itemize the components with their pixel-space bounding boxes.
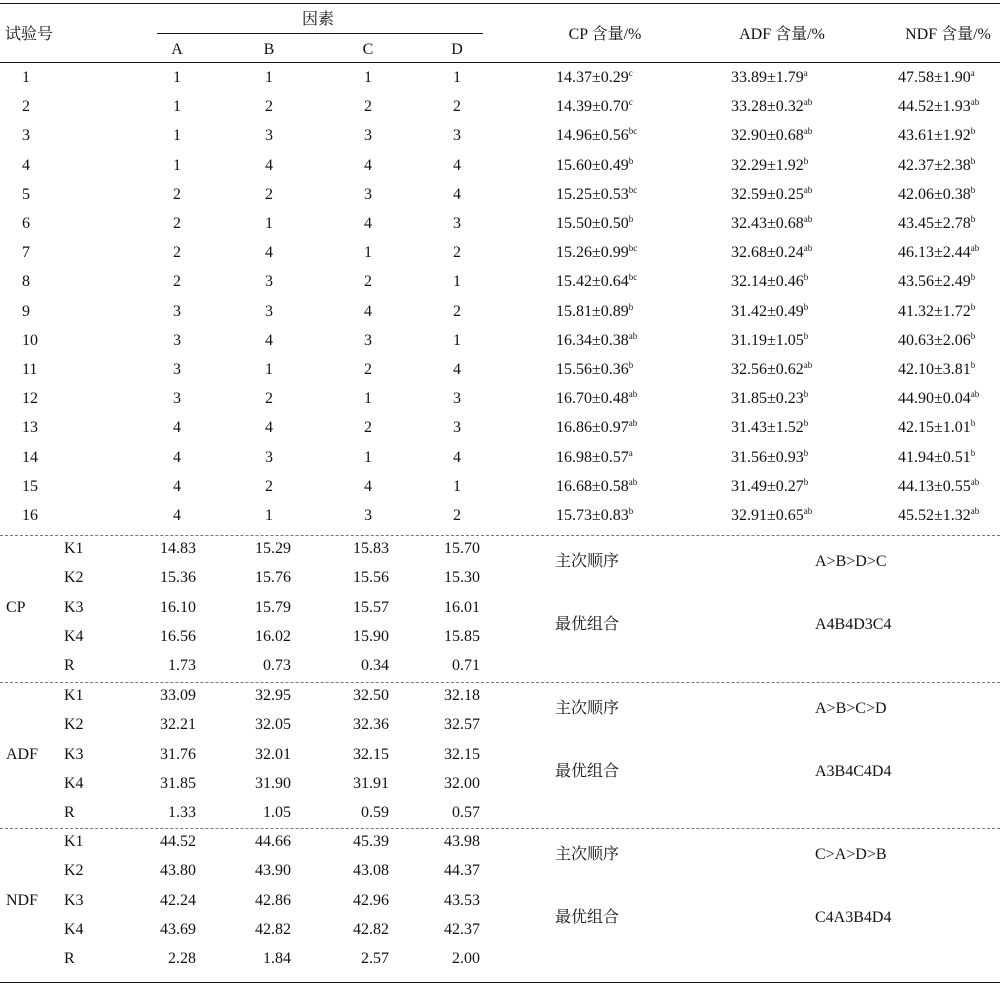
adf-value: 33.89±1.79$^a$ bbox=[731, 68, 808, 86]
significance-letter: b bbox=[803, 272, 809, 283]
stat-name: K3 bbox=[64, 891, 84, 909]
stat-value: 15.36 bbox=[160, 569, 196, 587]
factor-header-a: A bbox=[171, 41, 183, 58]
factor-level: 3 bbox=[453, 390, 461, 408]
order-value: A>B>C>D bbox=[815, 700, 887, 717]
factor-level: 3 bbox=[173, 390, 181, 408]
stat-value: 32.95 bbox=[255, 687, 291, 704]
cp-value: 14.37±0.29$^c$ bbox=[556, 68, 633, 86]
cp-value: 14.39±0.70$^c$ bbox=[556, 97, 633, 116]
stat-value: 1.73 bbox=[168, 657, 196, 675]
cp-value: 16.68±0.58$^{ab}$ bbox=[556, 476, 638, 495]
stat-value: 33.09 bbox=[160, 687, 196, 704]
stat-value: 31.91 bbox=[353, 774, 389, 792]
ndf-value: 43.45±2.78$^b$ bbox=[898, 214, 976, 232]
trial-number: 6 bbox=[22, 215, 30, 232]
section-label: CP bbox=[6, 598, 26, 616]
factor-group-rule bbox=[157, 33, 483, 34]
factor-level: 2 bbox=[265, 477, 273, 495]
significance-letter: b bbox=[628, 506, 634, 516]
factor-level: 2 bbox=[265, 98, 273, 116]
stat-value: 43.53 bbox=[444, 891, 480, 909]
order-value: A>B>D>C bbox=[815, 553, 887, 570]
stat-value: 0.59 bbox=[361, 804, 389, 822]
stat-value: 43.69 bbox=[160, 920, 196, 938]
trial-no-header: 试验号 bbox=[5, 26, 54, 43]
factor-level: 1 bbox=[364, 244, 372, 262]
stat-value: 32.15 bbox=[444, 745, 480, 763]
factor-level: 1 bbox=[364, 390, 372, 408]
stat-name: K3 bbox=[64, 745, 84, 763]
stat-value: 42.24 bbox=[160, 891, 196, 909]
optimal-value: A3B4C4D4 bbox=[815, 763, 892, 780]
factor-level: 2 bbox=[364, 419, 372, 437]
ndf-value: 44.13±0.55$^{ab}$ bbox=[898, 476, 980, 495]
factor-level: 4 bbox=[453, 448, 461, 466]
ndf-value: 40.63±2.06$^b$ bbox=[898, 330, 976, 349]
significance-letter: ab bbox=[803, 184, 813, 195]
stat-value: 43.98 bbox=[444, 833, 480, 850]
cp-value: 14.96±0.56$^{bc}$ bbox=[556, 126, 638, 145]
significance-letter: b bbox=[803, 301, 809, 312]
factor-level: 1 bbox=[364, 448, 372, 466]
significance-letter: b bbox=[970, 301, 976, 312]
factor-level: 2 bbox=[173, 185, 181, 203]
significance-letter: b bbox=[970, 272, 976, 283]
order-value: C>A>D>B bbox=[815, 846, 887, 863]
factor-level: 1 bbox=[173, 98, 181, 116]
ndf-value: 46.13±2.44$^{ab}$ bbox=[898, 243, 980, 262]
cp-value: 16.34±0.38$^{ab}$ bbox=[556, 330, 638, 349]
factor-level: 1 bbox=[364, 69, 372, 86]
factor-level: 4 bbox=[265, 156, 273, 174]
cp-value: 15.26±0.99$^{bc}$ bbox=[556, 243, 638, 262]
stat-value: 1.84 bbox=[263, 950, 291, 968]
ndf-value: 44.52±1.93$^{ab}$ bbox=[898, 97, 980, 116]
stat-value: 32.36 bbox=[353, 716, 389, 734]
stat-value: 15.70 bbox=[444, 540, 480, 557]
adf-value: 32.29±1.92$^b$ bbox=[731, 155, 809, 174]
cp-value: 15.60±0.49$^b$ bbox=[556, 155, 634, 174]
cp-value: 16.98±0.57$^a$ bbox=[556, 447, 633, 466]
stat-value: 16.01 bbox=[444, 598, 480, 616]
stat-value: 32.18 bbox=[444, 687, 480, 704]
factor-level: 4 bbox=[364, 215, 372, 232]
section-divider-cp bbox=[0, 535, 1000, 536]
significance-letter: ab bbox=[970, 506, 980, 516]
factor-level: 4 bbox=[265, 419, 273, 437]
adf-value: 31.19±1.05$^b$ bbox=[731, 330, 809, 349]
stat-name: R bbox=[64, 950, 75, 968]
trial-number: 13 bbox=[22, 419, 38, 437]
stat-value: 42.96 bbox=[353, 891, 389, 909]
factor-level: 3 bbox=[265, 127, 273, 145]
header-bottom-rule bbox=[0, 62, 1000, 63]
significance-letter: bc bbox=[628, 126, 638, 137]
significance-letter: b bbox=[970, 155, 976, 166]
adf-value: 31.43±1.52$^b$ bbox=[731, 418, 809, 437]
section-divider-adf bbox=[0, 682, 1000, 683]
stat-value: 14.83 bbox=[160, 540, 196, 557]
factor-level: 2 bbox=[173, 244, 181, 262]
ndf-value: 43.61±1.92$^b$ bbox=[898, 126, 976, 145]
factor-level: 3 bbox=[453, 215, 461, 232]
ndf-value: 42.10±3.81$^b$ bbox=[898, 360, 976, 378]
significance-letter: b bbox=[803, 330, 809, 341]
adf-value: 31.56±0.93$^b$ bbox=[731, 447, 809, 466]
stat-value: 15.29 bbox=[255, 540, 291, 557]
significance-letter: b bbox=[970, 184, 976, 195]
factor-level: 1 bbox=[453, 69, 461, 86]
factor-level: 2 bbox=[265, 390, 273, 408]
trial-number: 2 bbox=[22, 98, 30, 116]
stat-value: 32.15 bbox=[353, 745, 389, 763]
trial-number: 9 bbox=[22, 302, 30, 320]
factor-level: 3 bbox=[364, 185, 372, 203]
cp-value: 15.73±0.83$^b$ bbox=[556, 506, 634, 524]
cp-value: 15.25±0.53$^{bc}$ bbox=[556, 184, 638, 203]
significance-letter: bc bbox=[628, 243, 638, 254]
significance-letter: ab bbox=[628, 418, 638, 429]
factor-level: 3 bbox=[265, 273, 273, 291]
stat-name: K4 bbox=[64, 920, 84, 938]
ndf-value: 43.56±2.49$^b$ bbox=[898, 272, 976, 291]
stat-value: 2.00 bbox=[452, 950, 480, 968]
adf-value: 32.90±0.68$^{ab}$ bbox=[731, 126, 813, 145]
stat-name: K1 bbox=[64, 687, 84, 704]
factor-level: 4 bbox=[364, 156, 372, 174]
factor-level: 1 bbox=[453, 331, 461, 349]
significance-letter: b bbox=[970, 126, 976, 137]
significance-letter: ab bbox=[628, 389, 638, 400]
stat-name: K1 bbox=[64, 540, 84, 557]
factor-level: 3 bbox=[364, 507, 372, 524]
factor-level: 2 bbox=[453, 302, 461, 320]
cp-value: 16.70±0.48$^{ab}$ bbox=[556, 389, 638, 408]
factor-level: 2 bbox=[453, 507, 461, 524]
stat-name: K3 bbox=[64, 598, 84, 616]
factor-level: 3 bbox=[453, 127, 461, 145]
significance-letter: b bbox=[970, 360, 976, 370]
optimal-label: 最优组合 bbox=[555, 763, 620, 780]
stat-value: 31.76 bbox=[160, 745, 196, 763]
significance-letter: bc bbox=[628, 184, 638, 195]
significance-letter: ab bbox=[803, 126, 813, 137]
stat-value: 31.85 bbox=[160, 774, 196, 792]
factor-level: 1 bbox=[265, 507, 273, 524]
significance-letter: b bbox=[970, 418, 976, 429]
adf-value: 31.49±0.27$^b$ bbox=[731, 476, 809, 495]
stat-value: 15.83 bbox=[353, 540, 389, 557]
significance-letter: a bbox=[803, 68, 808, 78]
factor-level: 2 bbox=[364, 361, 372, 378]
factor-level: 2 bbox=[265, 185, 273, 203]
stat-value: 42.82 bbox=[255, 920, 291, 938]
trial-number: 1 bbox=[22, 69, 30, 86]
factor-level: 1 bbox=[173, 127, 181, 145]
adf-value: 32.59±0.25$^{ab}$ bbox=[731, 184, 813, 203]
factor-level: 1 bbox=[265, 361, 273, 378]
stat-value: 16.02 bbox=[255, 627, 291, 645]
stat-value: 32.00 bbox=[444, 774, 480, 792]
stat-value: 32.01 bbox=[255, 745, 291, 763]
factor-level: 2 bbox=[453, 98, 461, 116]
significance-letter: b bbox=[803, 155, 809, 166]
stat-value: 32.05 bbox=[255, 716, 291, 734]
significance-letter: c bbox=[628, 68, 633, 78]
significance-letter: bc bbox=[628, 272, 638, 283]
cp-value: 15.50±0.50$^b$ bbox=[556, 214, 634, 232]
factor-level: 3 bbox=[173, 331, 181, 349]
trial-number: 14 bbox=[22, 448, 38, 466]
stat-value: 15.79 bbox=[255, 598, 291, 616]
significance-letter: ab bbox=[628, 330, 638, 341]
stat-value: 42.86 bbox=[255, 891, 291, 909]
stat-value: 0.71 bbox=[452, 657, 480, 675]
factor-level: 4 bbox=[453, 361, 461, 378]
factor-header-b: B bbox=[263, 41, 275, 58]
section-label: NDF bbox=[6, 891, 39, 909]
stat-value: 15.85 bbox=[444, 627, 480, 645]
factor-level: 1 bbox=[173, 156, 181, 174]
significance-letter: ab bbox=[970, 97, 980, 108]
factor-level: 4 bbox=[453, 156, 461, 174]
stat-value: 31.90 bbox=[255, 774, 291, 792]
adf-value: 31.42±0.49$^b$ bbox=[731, 301, 809, 320]
significance-letter: b bbox=[803, 418, 809, 429]
factor-level: 2 bbox=[173, 215, 181, 232]
trial-number: 7 bbox=[22, 244, 30, 262]
adf-value: 32.14±0.46$^b$ bbox=[731, 272, 809, 291]
section-divider-ndf bbox=[0, 828, 1000, 829]
ndf-value: 41.94±0.51$^b$ bbox=[898, 447, 976, 466]
factor-level: 1 bbox=[265, 69, 273, 86]
significance-letter: a bbox=[970, 68, 975, 78]
section-label: ADF bbox=[6, 745, 39, 763]
factor-level: 4 bbox=[173, 448, 181, 466]
stat-value: 44.66 bbox=[255, 833, 291, 850]
order-label: 主次顺序 bbox=[555, 553, 620, 570]
factor-level: 3 bbox=[265, 302, 273, 320]
order-label: 主次顺序 bbox=[555, 846, 620, 863]
factor-level: 3 bbox=[265, 448, 273, 466]
optimal-value: C4A3B4D4 bbox=[815, 909, 892, 926]
significance-letter: ab bbox=[970, 476, 980, 487]
stat-value: 44.37 bbox=[444, 862, 480, 880]
significance-letter: ab bbox=[803, 506, 813, 516]
factor-level: 4 bbox=[173, 507, 181, 524]
significance-letter: b bbox=[628, 360, 634, 370]
cp-header: CP 含量/% bbox=[568, 26, 642, 43]
factor-level: 1 bbox=[453, 273, 461, 291]
significance-letter: ab bbox=[803, 243, 813, 254]
factor-level: 1 bbox=[173, 69, 181, 86]
significance-letter: ab bbox=[803, 360, 813, 370]
stat-value: 2.28 bbox=[168, 950, 196, 968]
stat-value: 15.56 bbox=[353, 569, 389, 587]
significance-letter: a bbox=[628, 447, 633, 458]
table-top-rule bbox=[0, 3, 1000, 4]
adf-value: 31.85±0.23$^b$ bbox=[731, 389, 809, 408]
stat-name: R bbox=[64, 657, 75, 675]
factor-level: 1 bbox=[265, 215, 273, 232]
trial-number: 15 bbox=[22, 477, 38, 495]
stat-name: K4 bbox=[64, 627, 84, 645]
factor-level: 3 bbox=[364, 331, 372, 349]
trial-number: 16 bbox=[22, 507, 38, 524]
trial-number: 11 bbox=[22, 361, 38, 378]
stat-value: 15.90 bbox=[353, 627, 389, 645]
significance-letter: b bbox=[803, 447, 809, 458]
stat-name: R bbox=[64, 804, 75, 822]
stat-name: K2 bbox=[64, 716, 84, 734]
stat-value: 15.76 bbox=[255, 569, 291, 587]
factor-level: 3 bbox=[453, 419, 461, 437]
factor-level: 4 bbox=[364, 477, 372, 495]
optimal-value: A4B4D3C4 bbox=[815, 616, 892, 633]
stat-name: K1 bbox=[64, 833, 84, 850]
optimal-label: 最优组合 bbox=[555, 616, 620, 633]
significance-letter: b bbox=[970, 214, 976, 224]
adf-header: ADF 含量/% bbox=[739, 26, 825, 43]
stat-name: K2 bbox=[64, 569, 84, 587]
factor-level: 3 bbox=[364, 127, 372, 145]
significance-letter: b bbox=[628, 155, 634, 166]
cp-value: 15.42±0.64$^{bc}$ bbox=[556, 272, 638, 291]
stat-value: 32.57 bbox=[444, 716, 480, 734]
trial-number: 10 bbox=[22, 331, 38, 349]
significance-letter: b bbox=[970, 447, 976, 458]
stat-value: 1.33 bbox=[168, 804, 196, 822]
order-label: 主次顺序 bbox=[555, 700, 620, 717]
stat-value: 0.73 bbox=[263, 657, 291, 675]
stat-value: 0.57 bbox=[452, 804, 480, 822]
stat-value: 43.90 bbox=[255, 862, 291, 880]
stat-value: 0.34 bbox=[361, 657, 389, 675]
stat-value: 42.37 bbox=[444, 920, 480, 938]
stat-value: 2.57 bbox=[361, 950, 389, 968]
trial-number: 3 bbox=[22, 127, 30, 145]
significance-letter: ab bbox=[970, 389, 980, 400]
stat-value: 43.80 bbox=[160, 862, 196, 880]
stat-value: 32.21 bbox=[160, 716, 196, 734]
factor-level: 4 bbox=[364, 302, 372, 320]
stat-value: 42.82 bbox=[353, 920, 389, 938]
adf-value: 32.91±0.65$^{ab}$ bbox=[731, 506, 813, 524]
stat-value: 32.50 bbox=[353, 687, 389, 704]
stat-value: 1.05 bbox=[263, 804, 291, 822]
significance-letter: b bbox=[628, 214, 634, 224]
factor-level: 4 bbox=[265, 331, 273, 349]
factor-level: 2 bbox=[364, 98, 372, 116]
adf-value: 32.68±0.24$^{ab}$ bbox=[731, 243, 813, 262]
factor-level: 4 bbox=[453, 185, 461, 203]
significance-letter: b bbox=[970, 330, 976, 341]
ndf-value: 47.58±1.90$^a$ bbox=[898, 68, 975, 86]
trial-number: 12 bbox=[22, 390, 38, 408]
factor-level: 4 bbox=[173, 477, 181, 495]
ndf-value: 42.37±2.38$^b$ bbox=[898, 155, 976, 174]
ndf-value: 42.15±1.01$^b$ bbox=[898, 418, 976, 437]
trial-number: 5 bbox=[22, 185, 30, 203]
significance-letter: b bbox=[803, 476, 809, 487]
adf-value: 32.56±0.62$^{ab}$ bbox=[731, 360, 813, 378]
factor-level: 2 bbox=[453, 244, 461, 262]
significance-letter: ab bbox=[970, 243, 980, 254]
factor-level: 3 bbox=[173, 302, 181, 320]
stat-name: K2 bbox=[64, 862, 84, 880]
adf-value: 32.43±0.68$^{ab}$ bbox=[731, 214, 813, 232]
stat-value: 15.30 bbox=[444, 569, 480, 587]
factor-level: 2 bbox=[364, 273, 372, 291]
factor-level: 2 bbox=[173, 273, 181, 291]
stat-value: 16.56 bbox=[160, 627, 196, 645]
trial-number: 8 bbox=[22, 273, 30, 291]
ndf-value: 44.90±0.04$^{ab}$ bbox=[898, 389, 980, 408]
significance-letter: ab bbox=[803, 97, 813, 108]
ndf-value: 41.32±1.72$^b$ bbox=[898, 301, 976, 320]
stat-value: 45.39 bbox=[353, 833, 389, 850]
cp-value: 15.81±0.89$^b$ bbox=[556, 301, 634, 320]
factor-level: 4 bbox=[173, 419, 181, 437]
factor-level: 4 bbox=[265, 244, 273, 262]
factor-header-c: C bbox=[362, 41, 374, 58]
significance-letter: b bbox=[628, 301, 634, 312]
factor-level: 3 bbox=[173, 361, 181, 378]
table-bottom-rule bbox=[0, 982, 1000, 983]
trial-number: 4 bbox=[22, 156, 30, 174]
stat-value: 43.08 bbox=[353, 862, 389, 880]
factor-header-d: D bbox=[451, 41, 463, 58]
significance-letter: c bbox=[628, 97, 633, 108]
stat-value: 16.10 bbox=[160, 598, 196, 616]
stat-value: 44.52 bbox=[160, 833, 196, 850]
significance-letter: ab bbox=[628, 476, 638, 487]
significance-letter: b bbox=[803, 389, 809, 400]
ndf-header: NDF 含量/% bbox=[905, 26, 991, 43]
stat-name: K4 bbox=[64, 774, 84, 792]
stat-value: 15.57 bbox=[353, 598, 389, 616]
significance-letter: ab bbox=[803, 214, 813, 224]
adf-value: 33.28±0.32$^{ab}$ bbox=[731, 97, 813, 116]
optimal-label: 最优组合 bbox=[555, 909, 620, 926]
factor-group-header: 因素 bbox=[301, 11, 335, 28]
cp-value: 15.56±0.36$^b$ bbox=[556, 360, 634, 378]
factor-level: 1 bbox=[453, 477, 461, 495]
ndf-value: 42.06±0.38$^b$ bbox=[898, 184, 976, 203]
cp-value: 16.86±0.97$^{ab}$ bbox=[556, 418, 638, 437]
ndf-value: 45.52±1.32$^{ab}$ bbox=[898, 506, 980, 524]
